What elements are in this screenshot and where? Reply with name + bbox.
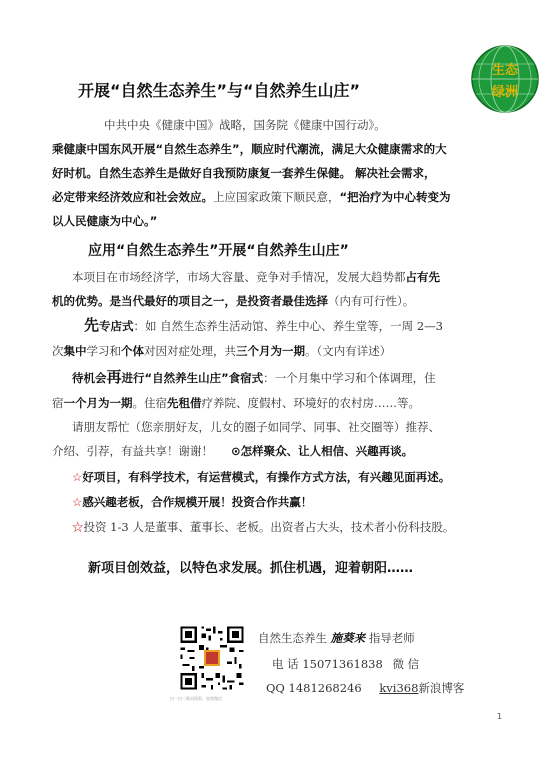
highlight-item-3 bbox=[72, 516, 454, 538]
contact-role: 指导老师 bbox=[368, 631, 415, 645]
intro-line-5: 以人民健康为中心。” bbox=[52, 214, 158, 228]
project-line-2-a: 机的优势。是当代最好的项目之一，是投资者最佳选择 bbox=[52, 294, 328, 308]
lodging-line-2-e: 疗养院、度假村、环境好的农村房……等。 bbox=[201, 396, 420, 410]
store-line-2-e: 对因对症处理，共 bbox=[144, 344, 236, 358]
lodging-a: 待机会 bbox=[72, 371, 107, 385]
lodging-line-2-b: 一个月为一期 bbox=[63, 396, 133, 410]
intro-line-4-b: 上应国家政策下顺民意， bbox=[213, 190, 340, 204]
qq-number: 1481268246 bbox=[288, 681, 362, 695]
highlight-item-2-text: 感兴趣老板，合作规模开展！投资合作共赢！ bbox=[82, 495, 313, 509]
store-line-1-rest: ：如 自然生态养生活动馆、养生中心、养生堂等，一周 2—3 bbox=[133, 319, 443, 333]
globe-logo-icon bbox=[470, 44, 540, 114]
logo-top-text: 生态 bbox=[491, 63, 519, 78]
wechat-label: 微 信 bbox=[392, 657, 420, 671]
contact-line-2 bbox=[272, 656, 419, 672]
project-line-1-b: 占有先 bbox=[405, 270, 440, 284]
star-icon: ☆ bbox=[72, 520, 84, 534]
phone-label: 电 话 bbox=[272, 657, 299, 671]
highlight-item-1 bbox=[72, 466, 450, 488]
store-line-2-b: 集中 bbox=[63, 344, 87, 358]
store-line-1 bbox=[84, 314, 443, 337]
blog-label: 新浪博客 bbox=[418, 681, 465, 695]
store-line-2-g: 。（文内有详述） bbox=[305, 344, 392, 358]
logo-bottom-text: 绿洲 bbox=[491, 85, 519, 100]
lodging-line-1 bbox=[72, 366, 436, 389]
intro-line-4-a: 必定带来经济效应和社会效应。 bbox=[52, 190, 213, 204]
referral-line-2-b: ⊙怎样聚众、让人相信、兴趣再谈。 bbox=[231, 444, 414, 458]
highlight-item-1-text: 好项目，有科学技术，有运营模式，有操作方式方法，有兴趣见面再述。 bbox=[82, 470, 451, 484]
qq-label: QQ bbox=[266, 681, 285, 695]
lodging-b: 再 bbox=[106, 368, 122, 386]
store-line-2-a: 次 bbox=[52, 344, 64, 358]
referral-line-1: 请朋友帮忙（您亲朋好友，儿女的圈子如同学、同事、社交圈等）推荐、 bbox=[72, 420, 440, 434]
contact-org: 自然生态养生 bbox=[258, 631, 327, 645]
lodging-line-2-c: 。住宿 bbox=[132, 396, 167, 410]
intro-line-4-c: “把治疗为中心转变为 bbox=[339, 190, 451, 204]
footer-slogan: 新项目创效益，以特色求发展。抓住机遇，迎着朝阳…… bbox=[88, 561, 414, 576]
project-line-2 bbox=[52, 290, 414, 312]
star-icon: ☆ bbox=[72, 495, 83, 509]
contact-name: 施葵来 bbox=[330, 631, 366, 645]
referral-line-2 bbox=[52, 440, 413, 462]
qr-caption: 扫一扫二维码图案，加我微信 bbox=[170, 696, 222, 701]
store-line-2-f: 三个月为一期 bbox=[236, 344, 305, 358]
phone-number: 15071361838 bbox=[302, 657, 383, 671]
blog-id-link[interactable]: kvi368 bbox=[379, 681, 419, 695]
referral-line-2-a: 介绍、引荐，有益共享！谢谢！ bbox=[52, 444, 213, 458]
highlight-item-3-text: 投资 1-3 人是董事、董事长、老板。出资者占大头，技术者小份科技股。 bbox=[83, 520, 455, 534]
intro-line-2: 乘健康中国东风开展“自然生态养生”，顺应时代潮流，满足大众健康需求的大 bbox=[52, 142, 447, 156]
lodging-line-2 bbox=[52, 392, 420, 414]
store-line-2-c: 学习和 bbox=[86, 344, 121, 358]
star-icon: ☆ bbox=[72, 470, 83, 484]
page-title: 开展“自然生态养生”与“自然养生山庄” bbox=[78, 81, 361, 100]
project-line-2-b: （内有可行性）。 bbox=[328, 294, 415, 308]
eco-oasis-logo bbox=[470, 44, 540, 114]
contact-line-3 bbox=[266, 680, 464, 696]
project-line-1 bbox=[72, 266, 440, 288]
lodging-line-2-a: 宿 bbox=[52, 396, 64, 410]
intro-line-4 bbox=[52, 186, 451, 208]
qr-code-icon bbox=[178, 624, 246, 692]
page-number: 1 bbox=[497, 712, 503, 721]
intro-line-3: 好时机。自然生态养生是做好自我预防康复一套养生保健。 解决社会需求， bbox=[52, 166, 436, 180]
lodging-d: ：一个月集中学习和个体调理，住 bbox=[263, 371, 436, 385]
store-line-2-d: 个体 bbox=[121, 344, 144, 358]
store-lead-char: 先 bbox=[84, 316, 100, 334]
section-subtitle: 应用“自然生态养生”开展“自然养生山庄” bbox=[88, 243, 349, 259]
project-line-1-a: 本项目在市场经济学，市场大容量、竞争对手情况，发展大趋势都 bbox=[72, 270, 406, 284]
intro-line-1: 中共中央《健康中国》战略，国务院《健康中国行动》。 bbox=[104, 118, 386, 132]
contact-line-1 bbox=[258, 630, 415, 646]
highlight-item-2 bbox=[72, 491, 312, 513]
lodging-c: 进行“自然养生山庄”食宿式 bbox=[121, 371, 264, 385]
lodging-line-2-d: 先租借 bbox=[167, 396, 202, 410]
wechat-qr-code bbox=[178, 624, 246, 692]
store-line-2 bbox=[52, 340, 391, 362]
store-lead-rest: 专店式 bbox=[99, 319, 134, 333]
